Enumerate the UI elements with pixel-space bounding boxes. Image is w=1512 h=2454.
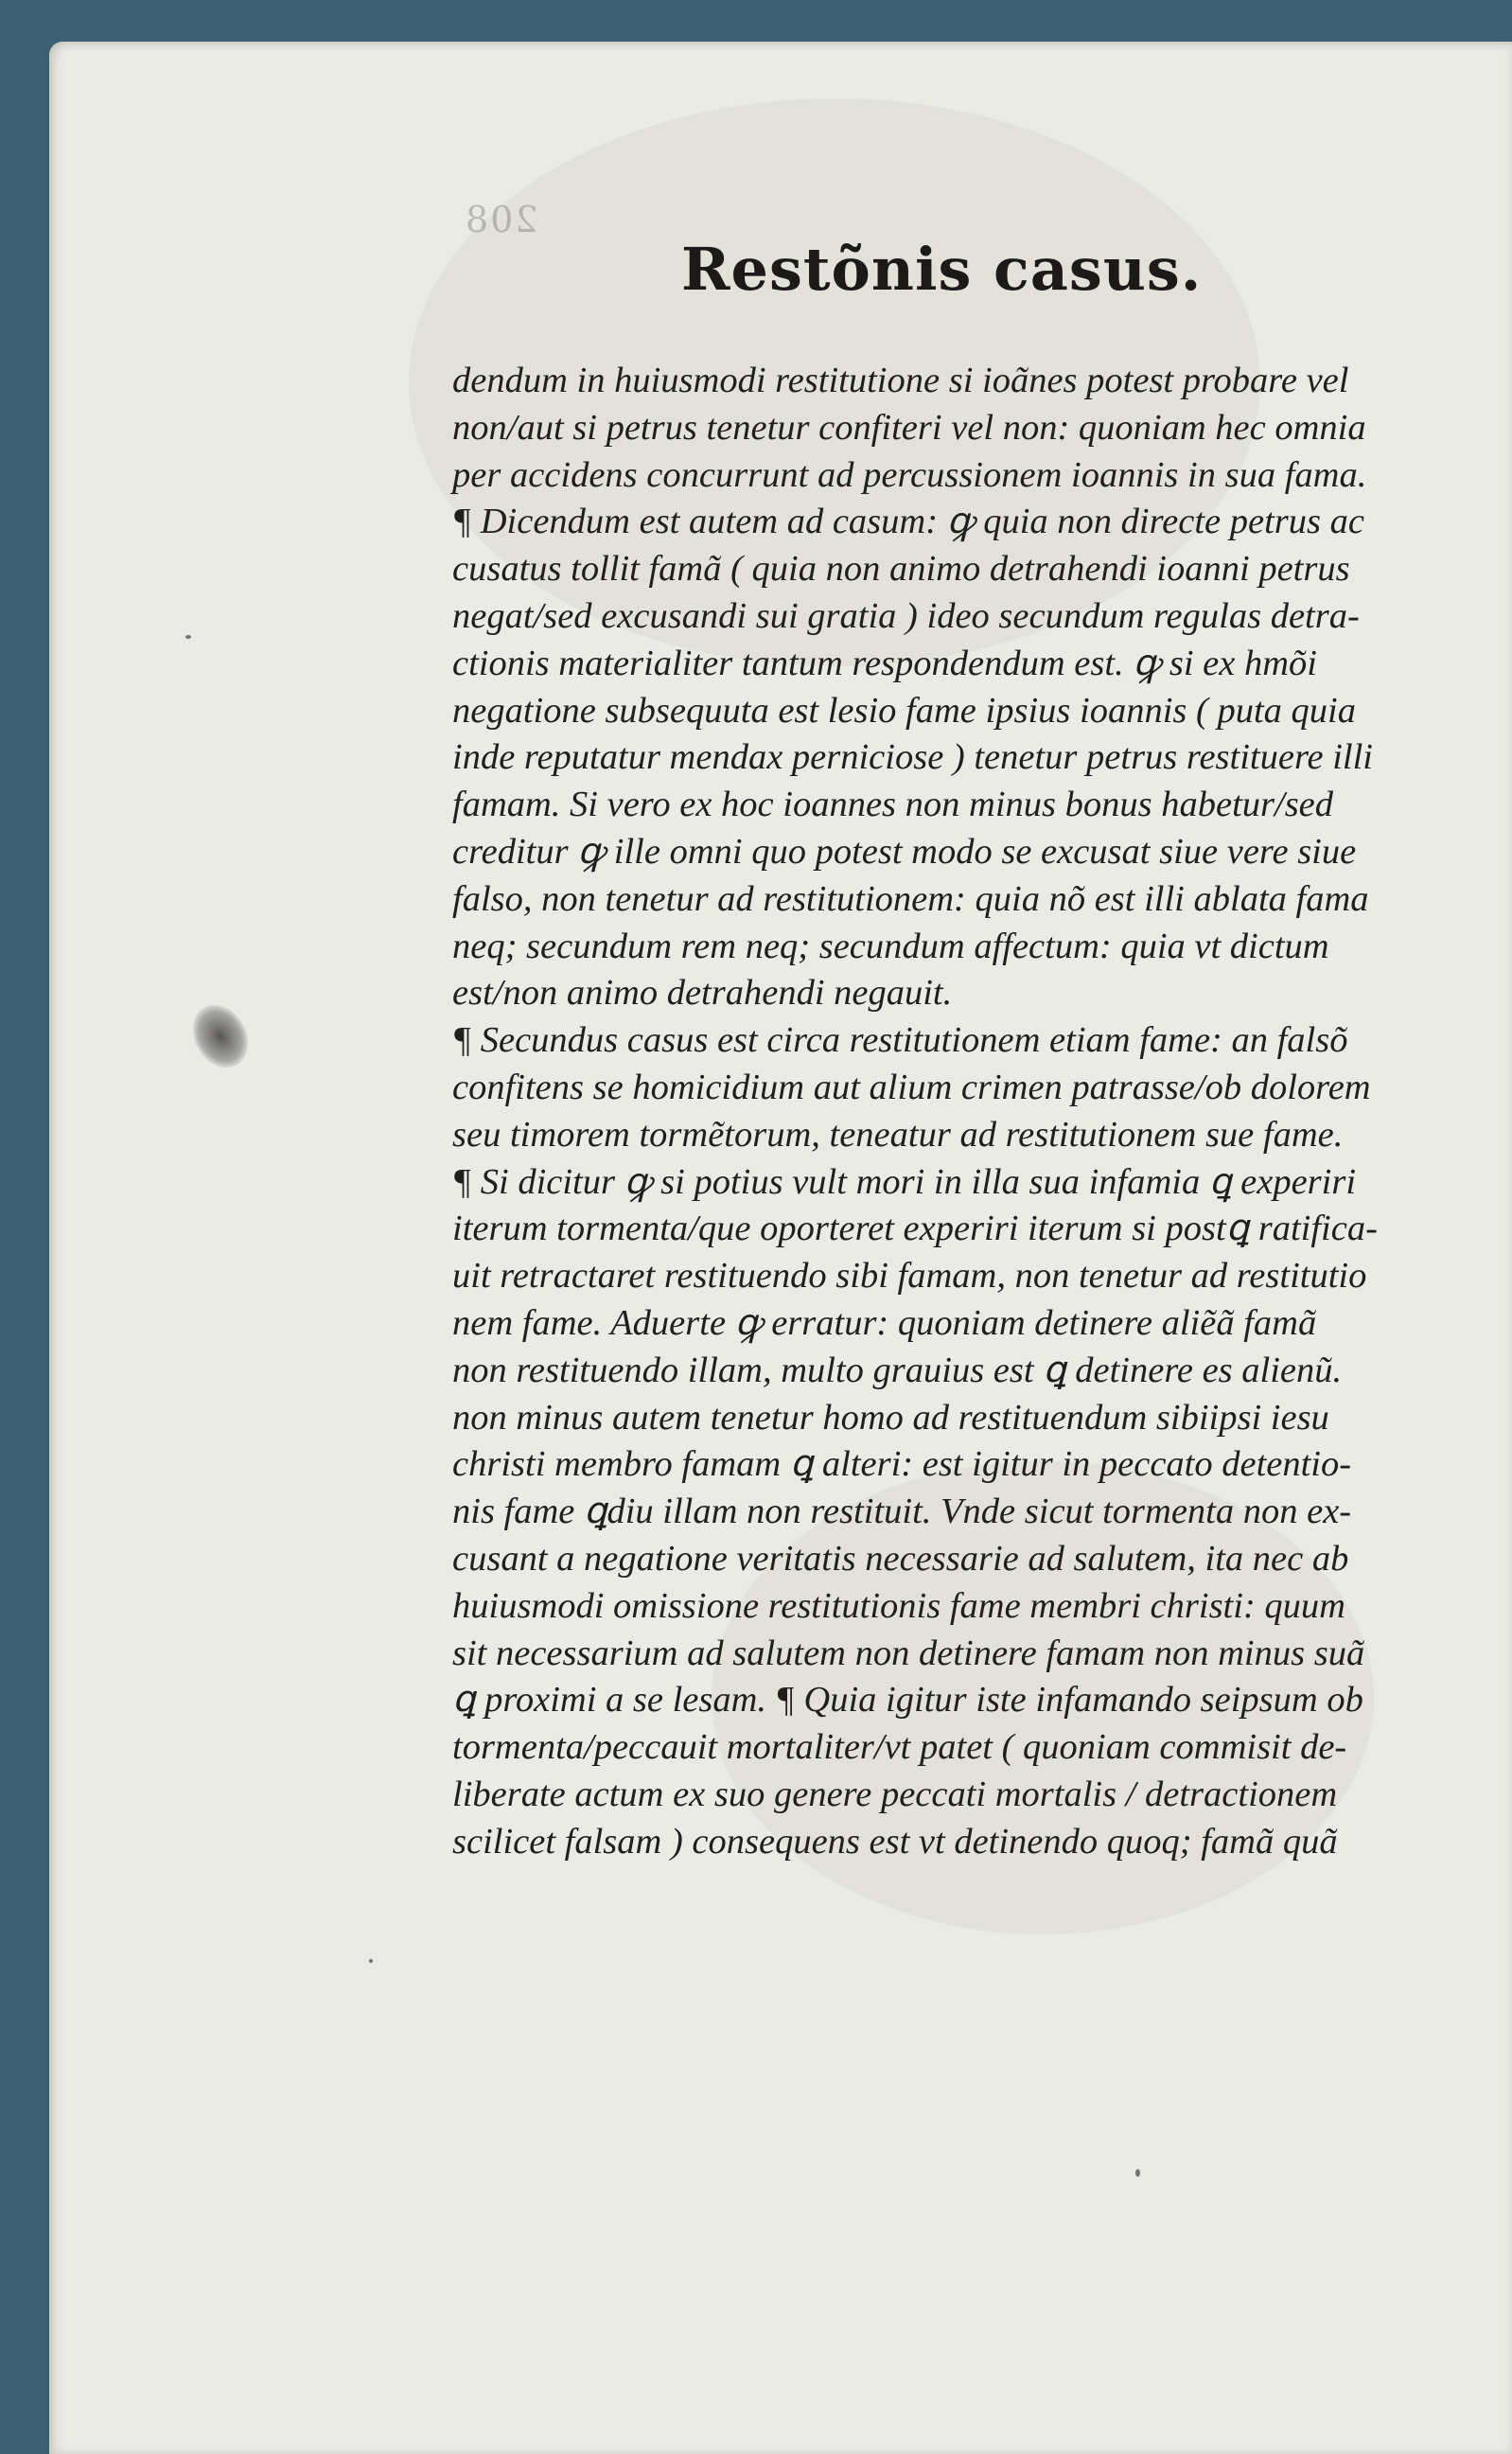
running-head: Restõnis casus. (681, 235, 1203, 304)
text-line: sit necessarium ad salutem non detinere famam non minus suã (452, 1633, 1365, 1673)
text-line: cusant a negatione veritatis necessarie ad salutem, ita nec ab (452, 1538, 1349, 1579)
text-line: iterum tormenta/que oporteret experiri iterum si postꝗ ratifica- (452, 1209, 1378, 1249)
text-line: negat/sed excusandi sui gratia ) ideo secundum regulas detra- (452, 595, 1360, 636)
text-line: nem fame. Aduerte ꝙ erratur: quoniam detinere aliẽã famã (452, 1302, 1317, 1343)
text-line: ¶ Dicendum est autem ad casum: ꝙ quia non directe petrus ac (452, 502, 1364, 542)
text-line: huiusmodi omissione restitutionis fame membri christi: quum (452, 1585, 1345, 1626)
text-line: ꝗ proximi a se lesam. ¶ Quia igitur iste infamando seipsum ob (452, 1680, 1363, 1721)
text-line: non restituendo illam, multo grauius est ꝗ detinere es alienũ. (452, 1350, 1343, 1390)
text-line: neq; secundum rem neq; secundum affectum: quia vt dictum (452, 926, 1329, 966)
text-line: est/non animo detrahendi negauit. (452, 973, 953, 1014)
text-line: scilicet falsam ) consequens est vt detinendo quoq; famã quã (452, 1821, 1338, 1862)
text-line: non minus autem tenetur homo ad restituendum sibiipsi iesu (452, 1397, 1329, 1438)
text-line: cusatus tollit famã ( quia non animo detrahendi ioanni petrus (452, 549, 1350, 590)
text-line: liberate actum ex suo genere peccati mortalis / detractionem (452, 1774, 1338, 1814)
text-line: non/aut si petrus tenetur confiteri vel non: quoniam hec omnia (452, 407, 1366, 448)
text-line: tormenta/peccauit mortaliter/vt patet ( quoniam commisit de- (452, 1727, 1347, 1768)
text-line: nis fame ꝗdiu illam non restituit. Vnde sicut tormenta non ex- (452, 1492, 1352, 1532)
text-line: famam. Si vero ex hoc ioannes non minus bonus habetur/sed (452, 785, 1334, 825)
text-line: ¶ Si dicitur ꝙ si potius vult mori in illa sua infamia ꝗ experiri (452, 1161, 1357, 1202)
text-line: creditur ꝙ ille omni quo potest modo se excusat siue vere siue (452, 831, 1357, 872)
text-line: per accidens concurrunt ad percussionem ioannis in sua fama. (452, 454, 1367, 495)
text-line: confitens se homicidium aut alium crimen patrasse/ob dolorem (452, 1067, 1371, 1107)
folio-number-bleedthrough: 208 (464, 199, 538, 240)
text-line: dendum in huiusmodi restitutione si ioãnes potest probare vel (452, 361, 1349, 400)
text-line: ¶ Secundus casus est circa restitutionem etiam fame: an falsõ (452, 1020, 1348, 1061)
text-line: christi membro famam ꝗ alteri: est igitur in peccato detentio- (452, 1444, 1352, 1485)
body-text (452, 358, 1436, 1866)
text-line: inde reputatur mendax perniciose ) tenetur petrus restituere illi (452, 737, 1374, 778)
text-line: falso, non tenetur ad restitutionem: quia nõ est illi ablata fama (452, 878, 1369, 919)
ink-speck (369, 1959, 373, 1963)
text-line: ctionis materialiter tantum respondendum est. ꝙ si ex hmõi (452, 643, 1317, 683)
text-line: uit retractaret restituendo sibi famam, non tenetur ad restitutio (452, 1256, 1367, 1297)
text-line: seu timorem tormẽtorum, teneatur ad restitutionem sue fame. (452, 1114, 1344, 1155)
ink-speck (1135, 2169, 1140, 2177)
text-line: negatione subsequuta est lesio fame ipsius ioannis ( puta quia (452, 690, 1356, 731)
ink-speck (185, 635, 191, 639)
